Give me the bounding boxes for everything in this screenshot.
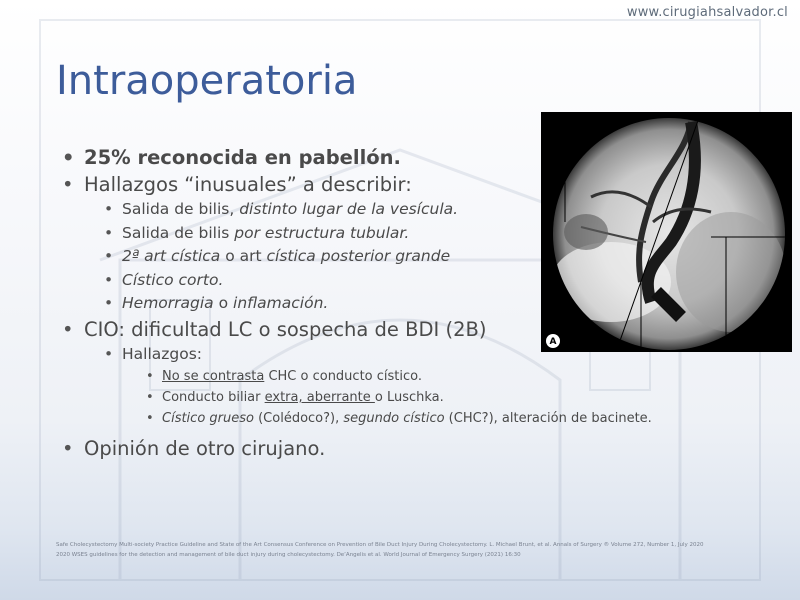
sub-bullet-cystic-artery: • 2ª art cística o art cística posterior grande [102,245,752,269]
sub-sub-bullet-no-contrast: • No se contrasta CHC o conducto cístico. [144,366,752,387]
site-url: www.cirugiahsalvador.cl [626,5,788,20]
bullet-recognized: • 25% reconocida en pabellón. [62,144,752,171]
bullet-second-opinion: • Opinión de otro cirujano. [62,435,752,462]
reference-1: Safe Cholecystectomy Multi-society Practice Guideline and State of the Art Consensus Conference on Prevention of Bile Duct Injury During Cholecystectomy. L. Michael Brunt, et al. Annals of Surgery ® Volume 272, Number 1, July 2020 [56,542,704,548]
bullet-unusual-findings: • Hallazgos “inusuales” a describir: [62,171,752,198]
cholangiogram-svg [541,112,792,352]
sub-bullet-findings: • Hallazgos: [102,343,752,367]
sub-bullet-hemorrhage: • Hemorragia o inflamación. [102,292,752,316]
bullet-cio: • CIO: dificultad LC o sospecha de BDI (2B) [62,316,752,343]
sub-bullet-bile-leak-tubular: • Salida de bilis por estructura tubular. [102,222,752,246]
image-label: A [549,337,557,347]
slide-title: Intraoperatoria [56,58,358,104]
cholangiogram-image [541,112,792,352]
sub-sub-bullet-aberrant-duct: • Conducto biliar extra, aberrante o Luschka. [144,387,752,408]
reference-2: 2020 WSES guidelines for the detection and management of bile duct injury during cholecystectomy. De’Angelis et al. World Journal of Emergency Surgery (2021) 16:30 [56,552,521,558]
sub-bullet-short-cystic: • Cístico corto. [102,269,752,293]
sub-bullet-bile-leak-site: • Salida de bilis, distinto lugar de la vesícula. [102,198,752,222]
sub-sub-bullet-thick-cystic: • Cístico grueso (Colédoco?), segundo cístico (CHC?), alteración de bacinete. [144,408,752,429]
references [56,542,776,562]
